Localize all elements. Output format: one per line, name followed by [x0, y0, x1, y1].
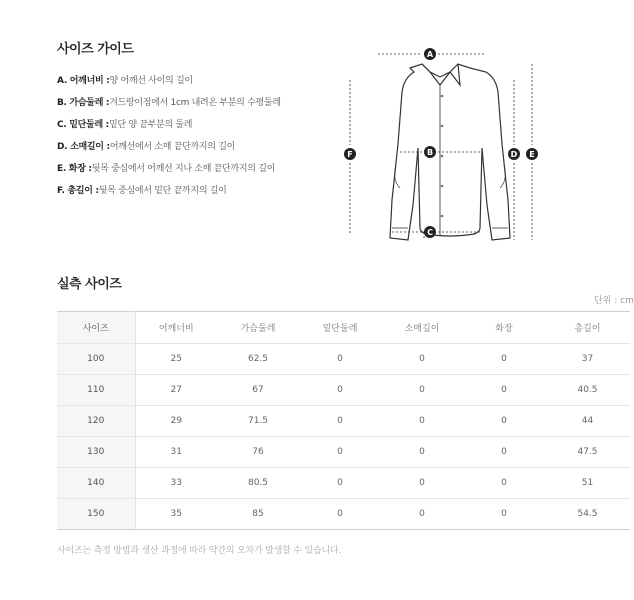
table-cell: 0: [299, 406, 381, 437]
table-cell: 0: [381, 344, 463, 375]
table-cell: 0: [299, 437, 381, 468]
marker-e-label: E: [529, 150, 535, 159]
definition-chest: [57, 92, 281, 114]
definition-sleeve: [57, 136, 281, 158]
table-cell: 44: [545, 406, 630, 437]
marker-e: [526, 148, 538, 160]
table-cell: 0: [299, 499, 381, 530]
size-guide-title: 사이즈 가이드: [57, 42, 134, 57]
column-header: 소매길이: [381, 312, 463, 344]
table-cell: 0: [381, 406, 463, 437]
column-header: 가슴둘레: [217, 312, 299, 344]
size-table: [57, 311, 630, 530]
size-cell: 150: [57, 499, 135, 530]
definition-term: C. 밑단둘레 :: [57, 120, 109, 130]
table-cell: 47.5: [545, 437, 630, 468]
table-cell: 85: [217, 499, 299, 530]
definition-shoulder: [57, 70, 281, 92]
table-cell: 51: [545, 468, 630, 499]
definition-text: 뒷목 중심에서 밑단 끝까지의 길이: [98, 186, 227, 196]
table-row: [57, 375, 630, 406]
table-cell: 33: [135, 468, 217, 499]
marker-f: [344, 148, 356, 160]
table-cell: 37: [545, 344, 630, 375]
definition-text: 밑단 양 끝부분의 둘레: [108, 120, 193, 130]
table-cell: 0: [381, 375, 463, 406]
table-cell: 0: [381, 499, 463, 530]
table-cell: 35: [135, 499, 217, 530]
table-cell: 80.5: [217, 468, 299, 499]
size-cell: 120: [57, 406, 135, 437]
table-cell: 0: [299, 375, 381, 406]
table-cell: 0: [381, 468, 463, 499]
definition-term: E. 화장 :: [57, 164, 92, 174]
definition-text: 겨드랑이점에서 1cm 내려온 부분의 수평둘레: [109, 98, 281, 108]
marker-a: [424, 48, 436, 60]
table-cell: 0: [463, 406, 545, 437]
size-cell: 140: [57, 468, 135, 499]
table-row: [57, 344, 630, 375]
table-row: [57, 406, 630, 437]
table-cell: 67: [217, 375, 299, 406]
size-cell: 100: [57, 344, 135, 375]
definition-total-length: [57, 180, 281, 202]
definition-term: A. 어깨너비 :: [57, 76, 110, 86]
table-row: [57, 468, 630, 499]
column-header: 어깨너비: [135, 312, 217, 344]
marker-b: [424, 146, 436, 158]
definition-hem: [57, 114, 281, 136]
table-row: [57, 437, 630, 468]
table-cell: 0: [463, 344, 545, 375]
definition-term: B. 가슴둘레 :: [57, 98, 110, 108]
table-cell: 0: [299, 344, 381, 375]
actual-size-title: 실측 사이즈: [57, 277, 122, 292]
column-header: 밑단둘레: [299, 312, 381, 344]
definition-sleeve-length-from-neck: [57, 158, 281, 180]
marker-a-label: A: [426, 50, 434, 59]
table-cell: 25: [135, 344, 217, 375]
table-cell: 0: [381, 437, 463, 468]
marker-c-label: C: [427, 228, 433, 237]
marker-b-label: B: [426, 148, 434, 157]
marker-f-label: F: [347, 150, 353, 159]
size-cell: 130: [57, 437, 135, 468]
table-cell: 0: [463, 468, 545, 499]
table-cell: 29: [135, 406, 217, 437]
marker-d: [508, 148, 520, 160]
column-header: 총길이: [545, 312, 630, 344]
table-cell: 62.5: [217, 344, 299, 375]
table-cell: 31: [135, 437, 217, 468]
definition-text: 어깨선에서 소매 끝단까지의 길이: [109, 142, 236, 152]
table-cell: 0: [463, 499, 545, 530]
table-cell: 0: [463, 437, 545, 468]
table-cell: 40.5: [545, 375, 630, 406]
shirt-buttons: [441, 95, 444, 218]
definition-term: D. 소매길이 :: [57, 142, 110, 152]
table-cell: 0: [299, 468, 381, 499]
table-cell: 71.5: [217, 406, 299, 437]
column-header: 화장: [463, 312, 545, 344]
size-cell: 110: [57, 375, 135, 406]
measurement-definition-list: [57, 70, 281, 202]
definition-text: 양 어깨선 사이의 길이: [109, 76, 193, 86]
table-cell: 76: [217, 437, 299, 468]
shirt-measurement-diagram: [340, 40, 560, 260]
table-cell: 27: [135, 375, 217, 406]
table-cell: 54.5: [545, 499, 630, 530]
measurement-disclaimer: 사이즈는 측정 방법과 생산 과정에 따라 약간의 오차가 발생할 수 있습니다.: [57, 546, 342, 556]
marker-c: [424, 226, 436, 238]
unit-label: 단위 : cm: [594, 296, 634, 306]
definition-text: 뒷목 중심에서 어깨선 지나 소매 끝단까지의 길이: [91, 164, 275, 174]
definition-term: F. 총길이 :: [57, 186, 99, 196]
measurement-lines: [350, 54, 535, 240]
table-header-row: [57, 312, 630, 344]
table-cell: 0: [463, 375, 545, 406]
column-header: 사이즈: [57, 312, 135, 344]
table-row: [57, 499, 630, 530]
marker-d-label: D: [510, 150, 518, 159]
